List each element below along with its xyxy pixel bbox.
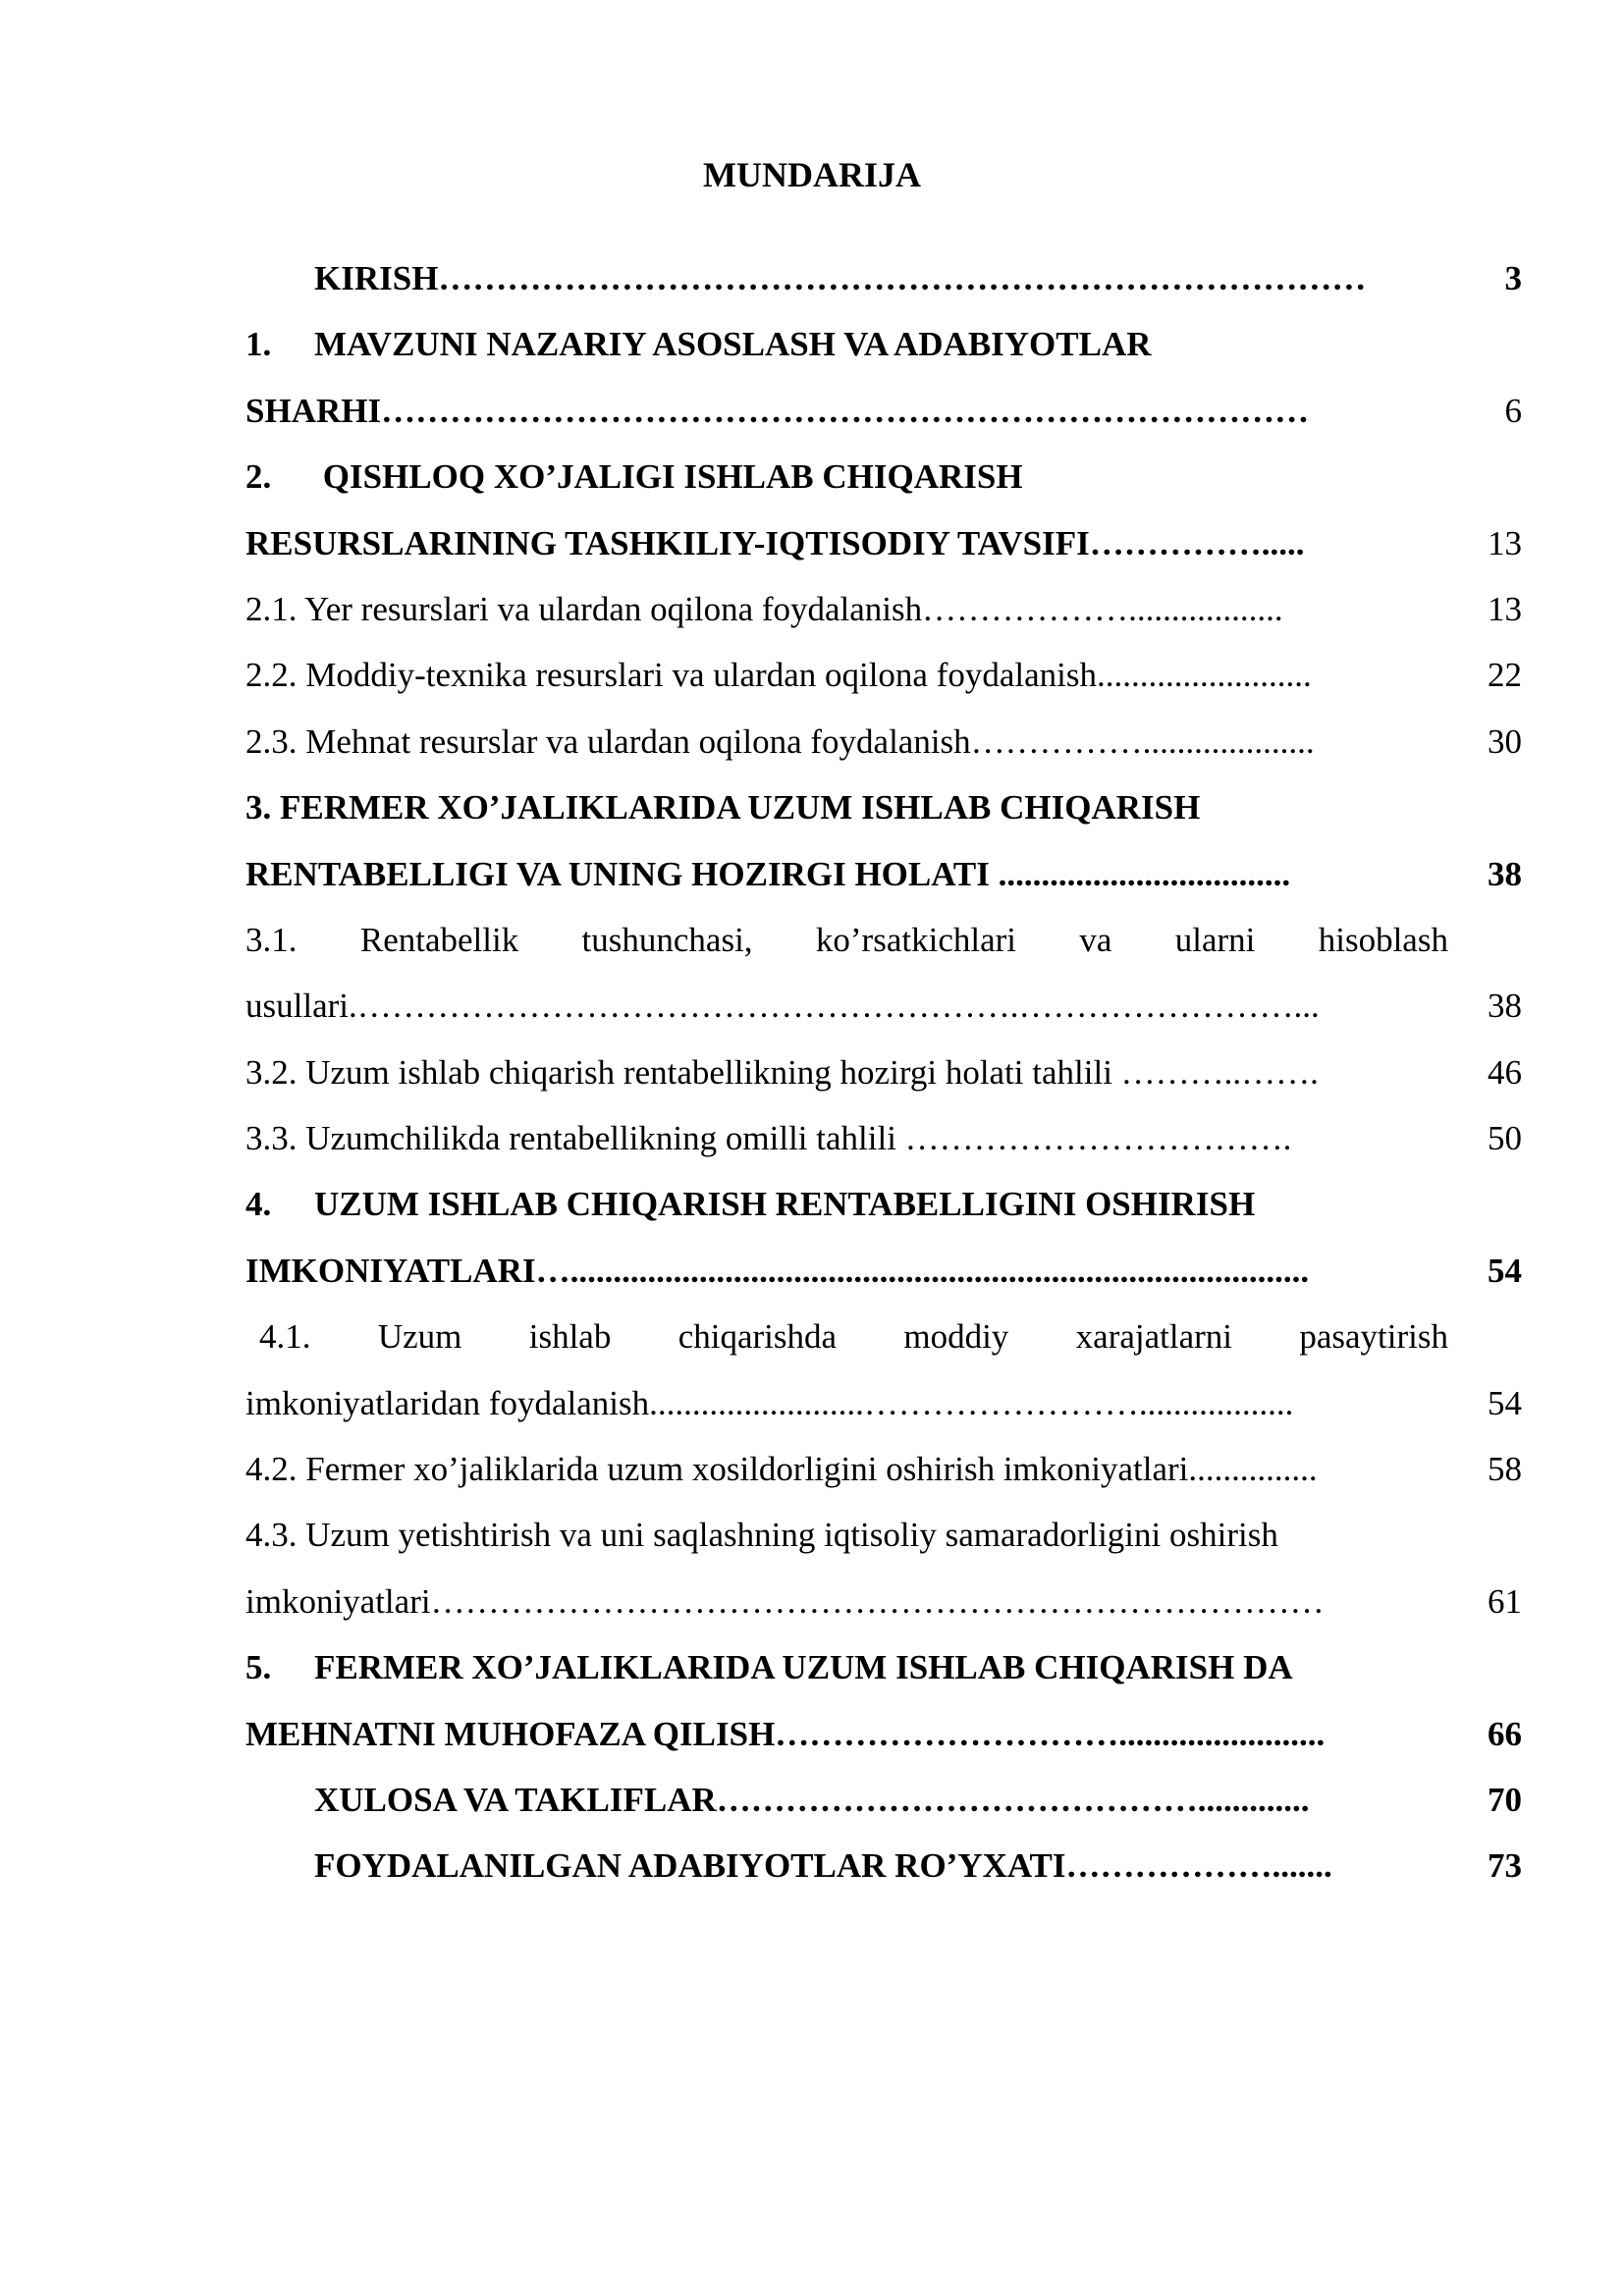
toc-entry-2-2[interactable] bbox=[245, 642, 1522, 708]
toc-page-number: 50 bbox=[1488, 1119, 1522, 1158]
toc-word: ularni bbox=[1174, 920, 1256, 959]
toc-entry-3-2[interactable] bbox=[245, 1040, 1522, 1105]
toc-page-number: 54 bbox=[1488, 1383, 1522, 1422]
section-number: 4. bbox=[245, 1185, 272, 1224]
toc-entry-4-1-line-1[interactable] bbox=[245, 1304, 1522, 1369]
toc-entry-section-3-line-1[interactable] bbox=[245, 774, 1522, 840]
toc-entry-kirish[interactable] bbox=[245, 245, 1522, 311]
toc-page-number: 13 bbox=[1488, 523, 1522, 562]
toc-entry-text: RESURSLARINING TASHKILIY-IQTISODIY TAVSIFI……………..... bbox=[245, 523, 1305, 562]
toc-page-number: 13 bbox=[1488, 589, 1522, 628]
toc-entry-text bbox=[245, 1634, 1448, 1700]
toc-entry-adabiyotlar[interactable] bbox=[245, 1833, 1522, 1898]
toc-entry-text bbox=[245, 311, 1448, 377]
toc-entry-section-2-line-1[interactable] bbox=[245, 444, 1522, 509]
toc-entry-section-2-line-2[interactable] bbox=[245, 510, 1522, 576]
toc-page-number: 61 bbox=[1488, 1581, 1522, 1621]
toc-entry-section-1-line-2[interactable] bbox=[245, 378, 1522, 444]
toc-word: 3.1. bbox=[245, 920, 298, 959]
toc-entry-text: 3.2. Uzum ishlab chiqarish rentabellikning hozirgi holati tahlili ………..……. bbox=[245, 1052, 1319, 1092]
toc-entry-text: RENTABELLIGI VA UNING HOZIRGI HOLATI .................................. bbox=[245, 854, 1291, 893]
toc-word: ishlab bbox=[528, 1317, 612, 1357]
toc-page-number: 70 bbox=[1488, 1780, 1522, 1819]
toc-entry-text: 3.3. Uzumchilikda rentabellikning omilli tahlili ……………………………. bbox=[245, 1119, 1292, 1158]
toc-page-number: 22 bbox=[1488, 656, 1522, 695]
toc-entry-text: 2.1. Yer resurslari va ulardan oqilona foydalanish……………….................. bbox=[245, 589, 1283, 628]
toc-page-number: 54 bbox=[1488, 1251, 1522, 1290]
toc-entry-text: 4.3. Uzum yetishtirish va uni saqlashning iqtisoliy samaradorligini oshirish bbox=[245, 1516, 1278, 1555]
section-title: UZUM ISHLAB CHIQARISH RENTABELLIGINI OSHIRISH bbox=[314, 1185, 1256, 1224]
toc-entry-4-1-line-2[interactable] bbox=[245, 1370, 1522, 1436]
section-number: 5. bbox=[245, 1648, 272, 1687]
toc-entry-text: FOYDALANILGAN ADABIYOTLAR RO’YXATI………………....... bbox=[314, 1846, 1332, 1886]
toc-word: chiqarishda bbox=[677, 1317, 838, 1357]
toc-entry-3-3[interactable] bbox=[245, 1105, 1522, 1171]
toc-entry-text: 2.2. Moddiy-texnika resurslari va ulardan oqilona foydalanish......................... bbox=[245, 656, 1312, 695]
toc-entry-section-4-line-2[interactable] bbox=[245, 1238, 1522, 1304]
section-title: MAVZUNI NAZARIY ASOSLASH VA ADABIYOTLAR bbox=[314, 325, 1152, 364]
toc-page-number: 73 bbox=[1488, 1846, 1522, 1886]
toc-entry-4-2[interactable] bbox=[245, 1436, 1522, 1502]
toc-entry-section-5-line-2[interactable] bbox=[245, 1701, 1522, 1767]
toc-word: ko’rsatkichlari bbox=[815, 920, 1016, 959]
toc-entry-text: usullari.………………………………………………….……………………... bbox=[245, 987, 1320, 1026]
toc-page-number: 66 bbox=[1488, 1714, 1522, 1753]
toc-word: pasaytirish bbox=[1299, 1317, 1448, 1357]
toc-page-number: 3 bbox=[1504, 259, 1522, 297]
toc-entry-section-3-line-2[interactable] bbox=[245, 841, 1522, 907]
toc-entry-text bbox=[245, 444, 1448, 509]
toc-page-number: 38 bbox=[1488, 987, 1522, 1026]
page-title: MUNDARIJA bbox=[703, 155, 921, 194]
toc-page-number: 46 bbox=[1488, 1052, 1522, 1092]
toc-entry-section-4-line-1[interactable] bbox=[245, 1171, 1522, 1237]
toc-entry-text: MEHNATNI MUHOFAZA QILISH…………………………........................ bbox=[245, 1714, 1326, 1753]
toc-page-number: 6 bbox=[1504, 391, 1522, 430]
toc-word: 4.1. bbox=[259, 1317, 311, 1357]
toc-word: moddiy bbox=[903, 1317, 1009, 1357]
toc-entry-text: SHARHI……………………………………………………………………… bbox=[245, 391, 1310, 430]
toc-word: tushunchasi, bbox=[581, 920, 753, 959]
toc-entry-text: imkoniyatlaridan foydalanish.........................…………………….................. bbox=[245, 1383, 1294, 1422]
toc-word: hisoblash bbox=[1318, 920, 1448, 959]
toc-entry-xulosa[interactable] bbox=[245, 1767, 1522, 1833]
toc-entry-text: KIRISH……………………………………………………………………… bbox=[314, 259, 1367, 297]
section-number: 1. bbox=[245, 325, 272, 364]
toc-word: Rentabellik bbox=[359, 920, 519, 959]
toc-entry-text: XULOSA VA TAKLIFLAR……………………………………............. bbox=[314, 1780, 1310, 1819]
toc-word: va bbox=[1079, 920, 1112, 959]
toc-entry-section-5-line-1[interactable] bbox=[245, 1634, 1522, 1700]
toc-word: xarajatlarni bbox=[1075, 1317, 1233, 1357]
toc-entry-4-3-line-2[interactable] bbox=[245, 1569, 1522, 1634]
section-title: QISHLOQ XO’JALIGI ISHLAB CHIQARISH bbox=[314, 457, 1023, 497]
toc-entry-text: 2.3. Mehnat resurslar va ulardan oqilona foydalanish…………….................... bbox=[245, 721, 1315, 761]
toc-entry-section-1-line-1[interactable] bbox=[245, 311, 1522, 377]
toc-entry-text: IMKONIYATLARI…...................................................................................... bbox=[245, 1251, 1310, 1290]
toc-entry-text: 3. FERMER XO’JALIKLARIDA UZUM ISHLAB CHIQARISH bbox=[245, 788, 1201, 828]
toc-entry-text bbox=[245, 1171, 1448, 1237]
toc-page-number: 58 bbox=[1488, 1450, 1522, 1489]
table-of-contents bbox=[245, 245, 1522, 1899]
toc-entry-text bbox=[259, 1304, 1448, 1369]
toc-page-number: 38 bbox=[1488, 854, 1522, 893]
section-title: FERMER XO’JALIKLARIDA UZUM ISHLAB CHIQARISH DA bbox=[314, 1648, 1293, 1687]
toc-entry-text bbox=[245, 907, 1448, 973]
toc-entry-2-3[interactable] bbox=[245, 709, 1522, 774]
toc-entry-2-1[interactable] bbox=[245, 576, 1522, 642]
toc-word: Uzum bbox=[377, 1317, 462, 1357]
toc-page-number: 30 bbox=[1488, 721, 1522, 761]
section-number: 2. bbox=[245, 457, 272, 497]
toc-entry-3-1-line-1[interactable] bbox=[245, 907, 1522, 973]
toc-entry-text: 4.2. Fermer xo’jaliklarida uzum xosildorligini oshirish imkoniyatlari............... bbox=[245, 1450, 1318, 1489]
toc-entry-4-3-line-1[interactable] bbox=[245, 1502, 1522, 1568]
toc-entry-text: imkoniyatlari…………………………………………………………………… bbox=[245, 1581, 1325, 1621]
toc-entry-3-1-line-2[interactable] bbox=[245, 973, 1522, 1039]
